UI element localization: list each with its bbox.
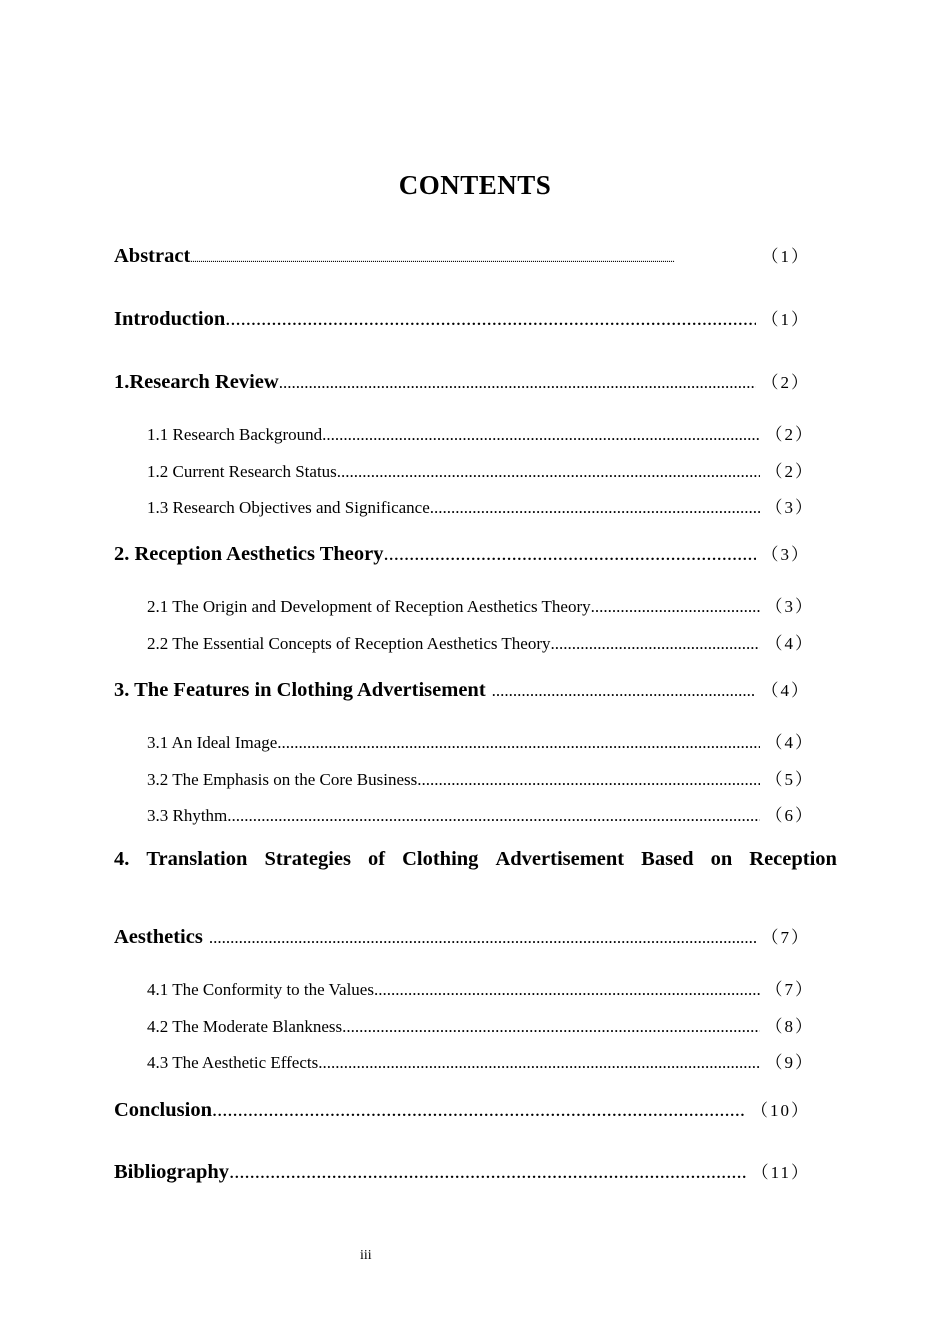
page-number-footer: iii (360, 1248, 372, 1263)
toc-entry-1-1[interactable] (147, 420, 814, 444)
dot-leader (417, 770, 759, 789)
dot-leader (374, 980, 760, 999)
toc-page-number: （10） (751, 1101, 810, 1120)
word: of (368, 848, 386, 870)
toc-entry-label: Aesthetics (114, 926, 203, 948)
word: Translation (146, 848, 248, 870)
word: Strategies (264, 848, 351, 870)
dot-leader (203, 928, 756, 948)
toc-entry-label: 2. Reception Aesthetics Theory (114, 543, 384, 565)
dot-leader (277, 733, 759, 752)
toc-entry-label: 3.3 Rhythm (147, 806, 228, 825)
toc-page-number: （9） (765, 1053, 814, 1072)
toc-page-number: （1） (761, 310, 810, 329)
toc-entry-label: 1.3 Research Objectives and Significance (147, 498, 430, 517)
toc-entry-label: 4.1 The Conformity to the Values (147, 980, 374, 999)
toc-entry-3-1[interactable] (147, 728, 814, 752)
dot-leader (227, 806, 759, 825)
toc-entry-features-clothing-ad[interactable] (114, 676, 810, 704)
toc-entry-label: 2.2 The Essential Concepts of Reception Aesthetics Theory (147, 634, 551, 653)
toc-entry-label: 3. The Features in Clothing Advertisement (114, 679, 486, 701)
toc-entry-3-2[interactable] (147, 765, 814, 789)
word: 4. (114, 848, 130, 870)
toc-entry-introduction[interactable] (114, 305, 810, 333)
toc-page-number: （7） (765, 980, 814, 999)
word: Based (641, 848, 694, 870)
toc-entry-reception-aesthetics-theory[interactable] (114, 540, 810, 568)
toc-entry-research-review[interactable] (114, 368, 810, 396)
toc-entry-bibliography[interactable] (114, 1158, 810, 1186)
dot-leader (430, 498, 760, 517)
word: Reception (749, 848, 837, 870)
dot-leader (190, 254, 755, 265)
toc-entry-label: Bibliography (114, 1161, 230, 1183)
dot-leader (486, 681, 756, 701)
dot-leader (279, 373, 756, 393)
toc-entry-label: Conclusion (114, 1099, 212, 1121)
toc-page-number: （3） (765, 498, 814, 517)
word: on (710, 848, 733, 870)
toc-page-number: （4） (765, 634, 814, 653)
dot-leader (591, 597, 760, 616)
toc-entry-label: 1.2 Current Research Status (147, 462, 337, 481)
word: Advertisement (495, 848, 625, 870)
toc-entry-1-2[interactable] (147, 457, 814, 481)
word: Clothing (402, 848, 479, 870)
toc-entry-3-3[interactable] (147, 801, 814, 825)
toc-entry-translation-strategies-line1[interactable] (114, 848, 837, 871)
toc-entry-4-1[interactable] (147, 975, 814, 999)
toc-page-number: （4） (765, 733, 814, 752)
dot-leader (384, 543, 756, 566)
toc-entry-4-2[interactable] (147, 1012, 814, 1036)
toc-entry-1-3[interactable] (147, 493, 814, 517)
toc-page-number: （8） (765, 1017, 814, 1036)
toc-page-number: （2） (761, 373, 810, 392)
toc-entry-conclusion[interactable] (114, 1096, 810, 1124)
toc-page-number: （2） (765, 425, 814, 444)
dot-leader (342, 1017, 759, 1036)
toc-page-number: （3） (761, 545, 810, 564)
dot-leader (337, 462, 760, 481)
toc-page-number: （5） (765, 770, 814, 789)
toc-entry-label: Abstract (114, 245, 191, 267)
toc-entry-label: 4.3 The Aesthetic Effects (147, 1053, 319, 1072)
toc-entry-abstract[interactable] (114, 242, 810, 270)
toc-page-number: （2） (765, 462, 814, 481)
toc-entry-4-3[interactable] (147, 1048, 814, 1072)
toc-entry-label: 3.2 The Emphasis on the Core Business (147, 770, 418, 789)
toc-page-number: （11） (751, 1163, 810, 1182)
toc-page-number: （3） (765, 597, 814, 616)
toc-entry-label: Introduction (114, 308, 226, 330)
dot-leader (318, 1053, 759, 1072)
toc-page-number: （1） (761, 247, 810, 266)
toc-entry-2-2[interactable] (147, 629, 814, 653)
dot-leader (551, 634, 760, 653)
toc-entry-label: 2.1 The Origin and Development of Reception Aesthetics Theory (147, 597, 591, 616)
toc-page-number: （7） (761, 928, 810, 947)
dot-leader (225, 308, 755, 331)
dot-leader (322, 425, 759, 444)
toc-entry-translation-strategies[interactable] (114, 923, 810, 951)
toc-entry-label: 1.1 Research Background (147, 425, 323, 444)
page-title: CONTENTS (398, 170, 552, 200)
toc-entry-label: 3.1 An Ideal Image (147, 733, 278, 752)
toc-entry-label: 4.2 The Moderate Blankness (147, 1017, 343, 1036)
toc-entry-2-1[interactable] (147, 592, 814, 616)
toc-page-number: （4） (761, 681, 810, 700)
dot-leader (229, 1161, 746, 1184)
toc-page-number: （6） (765, 806, 814, 825)
dot-leader (212, 1099, 745, 1122)
toc-entry-label: 1.Research Review (114, 371, 279, 393)
